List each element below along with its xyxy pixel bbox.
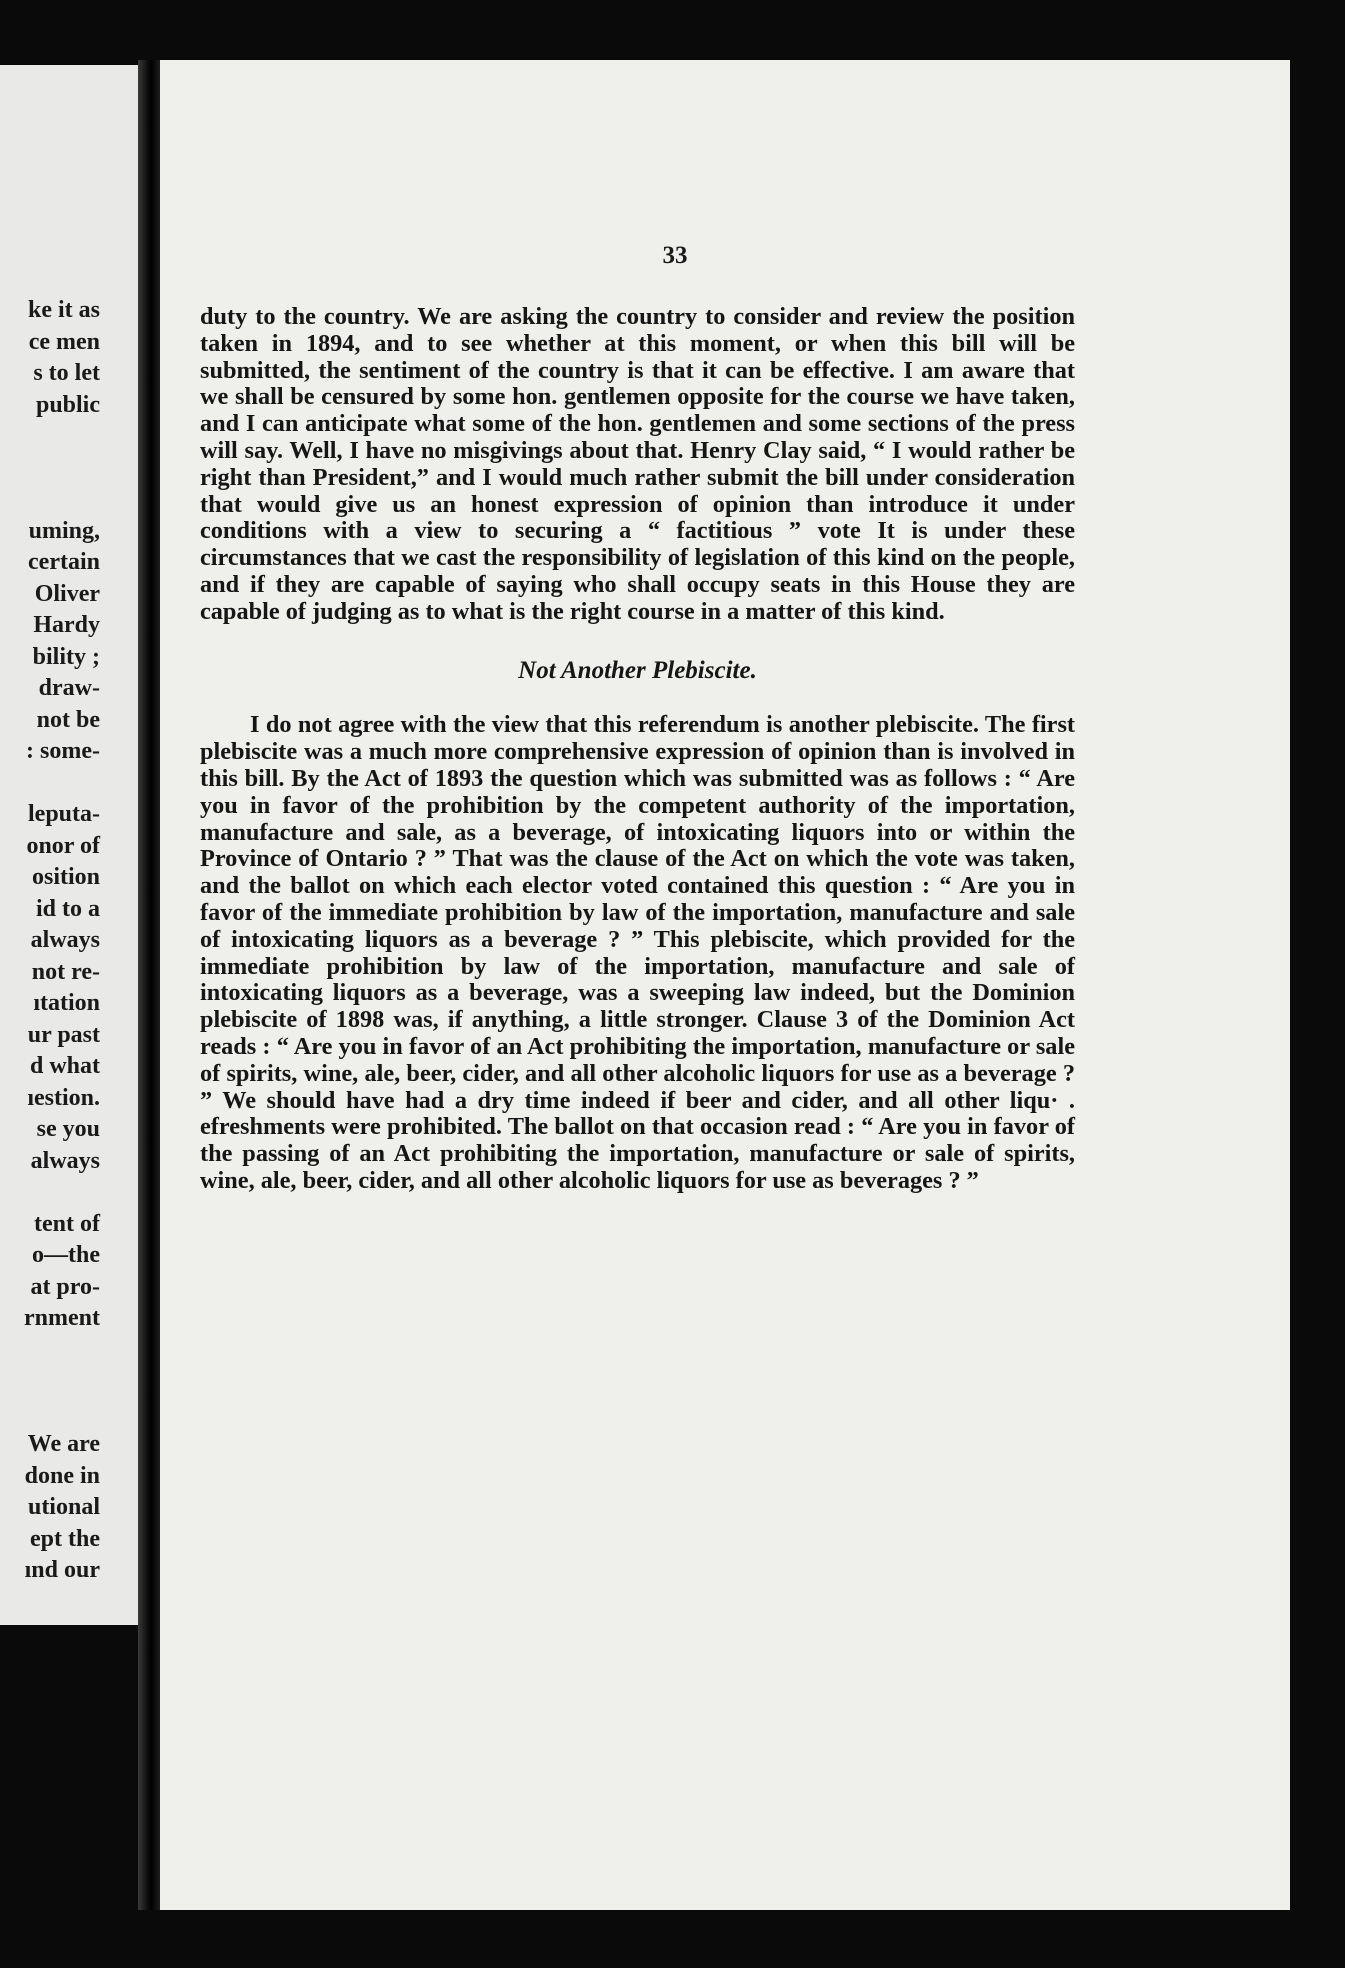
left-text-fragment: not be (36, 706, 100, 733)
left-text-fragment: certain (28, 549, 100, 575)
left-text-fragment: draw- (38, 675, 100, 701)
left-text-fragment: ınd our (24, 1557, 100, 1583)
left-text-fragment: ur past (27, 1021, 100, 1048)
left-text-fragment: ıestion. (27, 1084, 100, 1111)
left-text-fragment: osition (31, 864, 100, 890)
left-text-fragment: ept the (30, 1525, 100, 1552)
left-text-fragment: d what (29, 1053, 100, 1079)
page-number: 33 (662, 242, 688, 269)
left-line-gap (24, 453, 100, 485)
paragraph-2: I do not agree with the view that this referendum is another plebiscite. The first plebiscite was a much more comprehensive expression of opinion than is involved in this bill. By the Act of 1893 the question which was submitted was as follows : “ Are you in favor of the prohibition by the competent authority of the importation, manufacture and sale, as a beverage, of intoxicating liquors into or within the Province of Ontario ? ” That was the clause of the Act on which the vote was taken, and the ballot on which each elector voted contained this question : “ Are you in favor of the immediate prohibition by law of the importation, manufacture and sale of intoxicating liquors as a beverage ? ” This plebiscite, which provided for the immediate prohibition by law of the importation, manufacture and sale of intoxicating liquors as a beverage, was a sweeping law indeed, but the Dominion plebiscite of 1898 was, if anything, a little stronger. Clause 3 of the Dominion Act reads : “ Are you in favor of an Act prohibiting the importation, manufacture or sale of spirits, wine, ale, beer, cider, and all other alcoholic liquors for use as a beverage ? ” We should have had a dry time indeed if beer and cider, and all other liqu· . efreshments were prohibited. The ballot on that occasion read : “ Are you in favor of the passing of an Act prohibiting the importation, manufacture or sale of spirits, wine, ale, beer, cider, and all other alcoholic liquors for use as beverages ? ” (200, 711, 1075, 1194)
left-text-fragment: id to a (35, 895, 100, 922)
left-line-gap (24, 768, 100, 800)
left-text-fragment: s to let (33, 360, 100, 386)
left-text-fragment: always (30, 1147, 100, 1174)
left-line-gap (24, 1366, 100, 1398)
page-body (200, 304, 1075, 1195)
left-line-gap (24, 1177, 100, 1209)
left-page (0, 65, 138, 1625)
book-spine (138, 60, 160, 1910)
left-text-fragment: o—the (32, 1242, 100, 1268)
left-text-fragment: We are (27, 1431, 100, 1457)
left-text-fragment: tent of (34, 1210, 100, 1237)
left-text-fragment: uming, (28, 517, 100, 544)
section-heading: Not Another Plebiscite. (518, 656, 757, 684)
left-text-fragment: ke it as (28, 297, 100, 323)
left-line-gap (24, 484, 100, 516)
left-text-fragment: done in (24, 1462, 100, 1489)
left-text-fragment: public (35, 391, 100, 418)
left-line-gap (24, 421, 100, 453)
left-text-fragment: leputa- (28, 801, 100, 827)
left-text-fragment: ce men (28, 328, 100, 355)
left-line-gap (24, 1335, 100, 1367)
paragraph-1: duty to the country. We are asking the country to consider and review the position taken in 1894, and to see whether at this moment, or when this bill will be submitted, the sentiment of the country is that it can be effective. I am aware that we shall be censured by some hon. gentlemen opposite for the course we have taken, and I can anticipate what some of the hon. gentlemen and some sections of the press will say. Well, I have no misgivings about that. Henry Clay said, “ I would rather be right than President,” and I would much rather submit the bill under consideration that would give us an honest expression of opinion than introduce it under conditions with a view to securing a “ factitious ” vote It is under these circumstances that we cast the responsibility of legislation of this kind on the people, and if they are capable of saying who shall occupy seats in this House they are capable of judging as to what is the right course in a matter of this kind. (200, 303, 1075, 625)
left-text-fragment: at pro- (30, 1273, 100, 1300)
right-page (160, 60, 1290, 1910)
left-text-fragment: se you (36, 1116, 100, 1142)
left-text-fragment: onor of (26, 832, 100, 859)
left-text-fragment: bility ; (32, 643, 100, 670)
left-text-fragment: always (30, 927, 100, 953)
left-text-fragment: Hardy (33, 612, 100, 638)
left-text-fragment: : some- (26, 738, 100, 764)
left-text-fragment: Oliver (34, 580, 100, 607)
left-text-fragment: not re- (31, 958, 100, 985)
left-page-text (24, 295, 100, 1587)
left-text-fragment: ıtation (33, 990, 100, 1016)
left-line-gap (24, 1398, 100, 1430)
left-text-fragment: utional (27, 1494, 100, 1520)
left-text-fragment: rnment (24, 1305, 100, 1331)
